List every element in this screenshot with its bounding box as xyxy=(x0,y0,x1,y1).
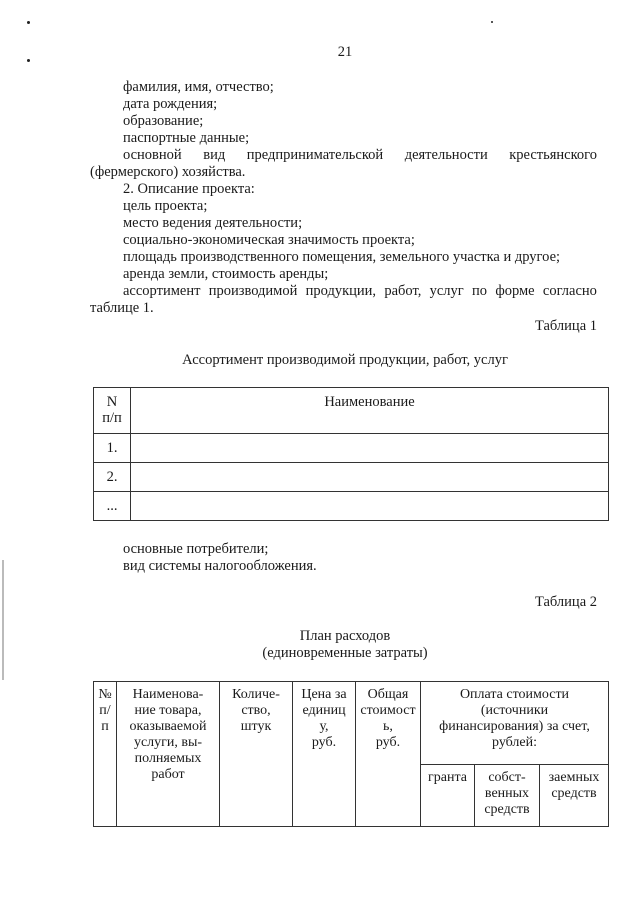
word: крестьянского xyxy=(509,147,597,163)
row-name-cell xyxy=(131,434,609,463)
list-item: основные потребители; xyxy=(123,541,269,557)
word: вид xyxy=(203,147,226,163)
header-line: ство, xyxy=(241,703,271,718)
assortment-table xyxy=(93,387,609,521)
header-line: оказываемой xyxy=(129,719,207,734)
row-name-cell xyxy=(131,463,609,492)
table-row xyxy=(94,463,609,492)
table1-label: Таблица 1 xyxy=(534,318,597,334)
list-item: цель проекта; xyxy=(123,198,208,214)
activity-line xyxy=(123,147,597,163)
page-number: 21 xyxy=(337,44,353,60)
col-num-header xyxy=(94,682,117,827)
word: ассортимент xyxy=(123,283,201,299)
table2-subtitle: (единовременные затраты) xyxy=(262,645,428,661)
subcol-grant-header xyxy=(421,765,475,827)
col-price-header xyxy=(293,682,356,827)
row-number: 1. xyxy=(94,434,131,463)
list-item: образование; xyxy=(123,113,204,129)
header-line: № xyxy=(98,687,112,702)
word: согласно xyxy=(542,283,597,299)
header-line: (источники xyxy=(480,703,549,718)
word: предпринимательской xyxy=(246,147,384,163)
expense-plan-table xyxy=(93,681,609,827)
header-line: рублей: xyxy=(492,735,537,750)
activity-line-end: (фермерского) хозяйства. xyxy=(90,164,246,180)
row-name-cell xyxy=(131,492,609,521)
header-line: венных xyxy=(484,786,530,801)
table1-title: Ассортимент производимой продукции, работ, услуг xyxy=(182,352,508,368)
header-num-line: п/п xyxy=(102,410,122,426)
header-line: руб. xyxy=(375,735,401,750)
col-qty-header xyxy=(220,682,293,827)
word: деятельности xyxy=(404,147,488,163)
header-line: Оплата стоимости xyxy=(459,687,570,702)
list-item: площадь производственного помещения, земельного участка и другое; xyxy=(123,249,561,265)
header-line: п/ xyxy=(99,703,111,718)
header-line: штук xyxy=(240,719,272,734)
list-item: вид системы налогообложения. xyxy=(123,558,317,574)
word: основной xyxy=(123,147,182,163)
section-heading: 2. Описание проекта: xyxy=(123,181,255,197)
list-item: социально-экономическая значимость проекта; xyxy=(123,232,415,248)
col-total-header xyxy=(356,682,421,827)
col-name-header xyxy=(117,682,220,827)
header-line: ние товара, xyxy=(134,703,202,718)
header-num-line: N xyxy=(106,394,118,410)
table2-title: План расходов xyxy=(299,628,391,644)
header-line: финансирования) за счет, xyxy=(439,719,590,734)
header-line: ь, xyxy=(383,719,393,734)
header-line: средств xyxy=(551,786,597,801)
table-row xyxy=(94,492,609,521)
word: продукции, xyxy=(305,283,377,299)
header-line: Цена за xyxy=(301,687,347,702)
header-line: Наименова- xyxy=(132,687,204,702)
header-line: стоимост xyxy=(360,703,416,718)
header-line: работ xyxy=(151,767,185,782)
scan-dot xyxy=(491,21,493,23)
header-num-cell xyxy=(94,388,131,434)
scan-dot xyxy=(27,21,30,24)
row-number: 2. xyxy=(94,463,131,492)
list-item: место ведения деятельности; xyxy=(123,215,303,231)
header-line: п xyxy=(101,719,109,734)
assortment-line xyxy=(123,283,597,299)
subcol-own-header xyxy=(475,765,540,827)
header-line: заемных xyxy=(548,770,600,785)
word: форме xyxy=(495,283,535,299)
header-line: собст- xyxy=(488,770,526,785)
list-item: дата рождения; xyxy=(123,96,218,112)
header-line: гранта xyxy=(428,770,467,785)
subcol-loan-header xyxy=(540,765,609,827)
word: производимой xyxy=(208,283,298,299)
header-line: средств xyxy=(484,802,530,817)
header-line: полняемых xyxy=(134,751,202,766)
header-line: у, xyxy=(319,719,329,734)
row-number: ... xyxy=(94,492,131,521)
assortment-line-end: таблице 1. xyxy=(90,300,154,316)
list-item: фамилия, имя, отчество; xyxy=(123,79,274,95)
table-row xyxy=(94,434,609,463)
list-item: аренда земли, стоимость аренды; xyxy=(123,266,329,282)
header-line: Общая xyxy=(367,687,409,702)
word: работ, xyxy=(384,283,422,299)
header-line: Количе- xyxy=(232,687,280,702)
table2-label: Таблица 2 xyxy=(534,594,597,610)
header-name-cell: Наименование xyxy=(131,388,609,434)
col-payment-header xyxy=(421,682,609,765)
word: по xyxy=(472,283,488,299)
scan-edge-mark xyxy=(2,560,4,680)
header-line: единиц xyxy=(302,703,346,718)
header-line: руб. xyxy=(311,735,337,750)
header-line: услуги, вы- xyxy=(133,735,203,750)
list-item: паспортные данные; xyxy=(123,130,250,146)
word: услуг xyxy=(429,283,464,299)
